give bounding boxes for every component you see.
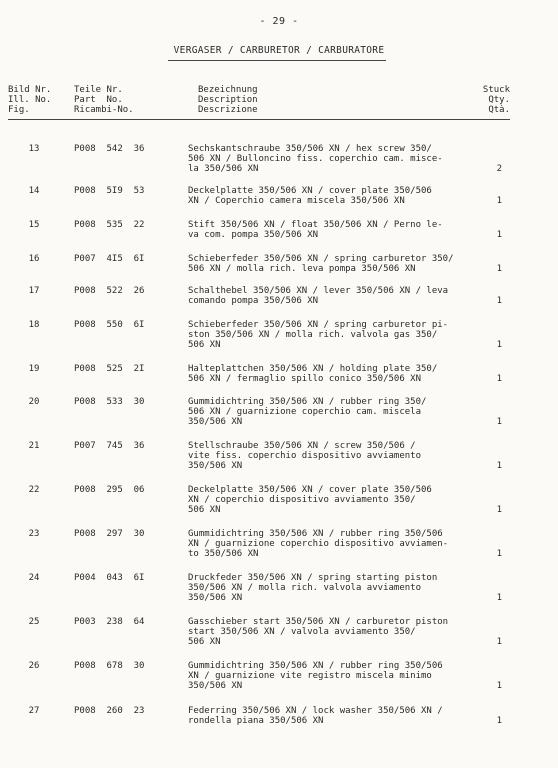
page-number: - 29 - bbox=[259, 16, 299, 27]
description bbox=[188, 441, 478, 472]
description-line: start 350/506 XN / valvola avviamento 350/ bbox=[188, 627, 416, 638]
description-line: Deckelplatte 350/506 XN / cover plate 350/506 bbox=[188, 485, 432, 495]
fig-number: 14 bbox=[28, 186, 40, 196]
fig-number: 13 bbox=[28, 144, 40, 154]
fig-number: 25 bbox=[28, 617, 40, 627]
description-line: Halteplattchen 350/506 XN / holding plate 350/ bbox=[188, 364, 438, 374]
fig-number: 20 bbox=[28, 397, 40, 407]
quantity: 1 bbox=[496, 593, 502, 603]
header-desc-en: Description bbox=[198, 95, 258, 105]
quantity: 2 bbox=[496, 164, 502, 174]
header-part-en: Part No. bbox=[74, 95, 123, 105]
description-line: Stift 350/506 XN / float 350/506 XN / Perno le- bbox=[188, 220, 443, 230]
description bbox=[188, 573, 478, 604]
description-line: 506 XN / molla rich. leva pompa 350/506 XN bbox=[188, 264, 416, 275]
quantity: 1 bbox=[496, 461, 502, 471]
quantity: 1 bbox=[496, 196, 502, 206]
description-line: Druckfeder 350/506 XN / spring starting piston bbox=[188, 573, 438, 583]
table-row bbox=[0, 706, 558, 750]
description-line: 506 XN bbox=[188, 505, 221, 516]
part-number: P004 043 6I bbox=[74, 573, 145, 583]
description bbox=[188, 364, 478, 384]
description-line: 350/506 XN bbox=[188, 681, 243, 692]
description-line: XN / coperchio dispositivo avviamento 350/ bbox=[188, 495, 416, 506]
description bbox=[188, 397, 478, 428]
description bbox=[188, 320, 478, 351]
description bbox=[188, 186, 478, 206]
description-line: XN / guarnizione vite registro miscela minimo bbox=[188, 671, 432, 682]
part-number: P008 5I9 53 bbox=[74, 186, 145, 196]
quantity: 1 bbox=[496, 716, 502, 726]
description-line: rondella piana 350/506 XN bbox=[188, 716, 324, 727]
part-number: P003 238 64 bbox=[74, 617, 145, 627]
table-row bbox=[0, 144, 558, 188]
description-line: Federring 350/506 XN / lock washer 350/506 XN / bbox=[188, 706, 443, 716]
description-line: ston 350/506 XN / molla rich. valvola gas 350/ bbox=[188, 330, 438, 341]
description bbox=[188, 661, 478, 692]
description-line: Schieberfeder 350/506 XN / spring carburetor 350/ bbox=[188, 254, 454, 264]
description-line: 350/506 XN bbox=[188, 417, 243, 428]
description-line: Deckelplatte 350/506 XN / cover plate 350/506 bbox=[188, 186, 432, 196]
description-line: va com. pompa 350/506 XN bbox=[188, 230, 319, 241]
fig-number: 15 bbox=[28, 220, 40, 230]
description-line: Gummidichtring 350/506 XN / rubber ring 350/ bbox=[188, 397, 427, 407]
description bbox=[188, 144, 478, 175]
description-line: Sechskantschraube 350/506 XN / hex screw 350/ bbox=[188, 144, 432, 154]
header-desc-it: Descrizione bbox=[198, 105, 258, 115]
description-line: 350/506 XN bbox=[188, 461, 243, 472]
part-number: P008 550 6I bbox=[74, 320, 145, 330]
quantity: 1 bbox=[496, 296, 502, 306]
description-line: Schalthebel 350/506 XN / lever 350/506 XN / leva bbox=[188, 286, 449, 296]
description-line: 506 XN / fermaglio spillo conico 350/506 XN bbox=[188, 374, 421, 385]
quantity: 1 bbox=[496, 417, 502, 427]
description-line: 506 XN / Bulloncino fiss. coperchio cam. misce- bbox=[188, 154, 443, 165]
header-fig-it: Fig. bbox=[8, 105, 30, 115]
part-number: P008 542 36 bbox=[74, 144, 145, 154]
fig-number: 26 bbox=[28, 661, 40, 671]
table-row bbox=[0, 573, 558, 617]
table-row bbox=[0, 661, 558, 705]
table-row bbox=[0, 485, 558, 529]
table-row bbox=[0, 529, 558, 573]
title-underline bbox=[168, 60, 386, 61]
quantity: 1 bbox=[496, 681, 502, 691]
description-line: vite fiss. coperchio dispositivo avviamento bbox=[188, 451, 421, 462]
header-qty-it: Qtà. bbox=[488, 105, 510, 115]
header-rule bbox=[8, 119, 510, 120]
description bbox=[188, 706, 478, 726]
description bbox=[188, 286, 478, 306]
quantity: 1 bbox=[496, 340, 502, 350]
header-desc bbox=[198, 85, 258, 115]
header-desc-de: Bezeichnung bbox=[198, 85, 258, 95]
header-part-de: Teile Nr. bbox=[74, 85, 123, 95]
quantity: 1 bbox=[496, 637, 502, 647]
fig-number: 16 bbox=[28, 254, 40, 264]
header-qty bbox=[478, 85, 510, 115]
table-row bbox=[0, 397, 558, 441]
table-row bbox=[0, 617, 558, 661]
quantity: 1 bbox=[496, 374, 502, 384]
description-line: la 350/506 XN bbox=[188, 164, 259, 175]
quantity: 1 bbox=[496, 264, 502, 274]
description bbox=[188, 220, 478, 240]
header-qty-en: Qty. bbox=[488, 95, 510, 105]
part-number: P008 295 06 bbox=[74, 485, 145, 495]
header-fig bbox=[8, 85, 51, 115]
description-line: XN / guarnizione coperchio dispositivo avviamen- bbox=[188, 539, 449, 550]
description bbox=[188, 617, 478, 648]
header-qty-de: Stuck bbox=[482, 85, 510, 95]
fig-number: 19 bbox=[28, 364, 40, 374]
quantity: 1 bbox=[496, 505, 502, 515]
part-number: P008 522 26 bbox=[74, 286, 145, 296]
description-line: 350/506 XN bbox=[188, 593, 243, 604]
header-part bbox=[74, 85, 134, 115]
description-line: 506 XN bbox=[188, 340, 221, 351]
fig-number: 18 bbox=[28, 320, 40, 330]
description bbox=[188, 485, 478, 516]
description-line: Gasschieber start 350/506 XN / carburetor piston bbox=[188, 617, 449, 627]
part-number: P008 525 2I bbox=[74, 364, 145, 374]
description-line: to 350/506 XN bbox=[188, 549, 259, 560]
fig-number: 17 bbox=[28, 286, 40, 296]
description-line: Stellschraube 350/506 XN / screw 350/506 / bbox=[188, 441, 416, 451]
part-number: P008 678 30 bbox=[74, 661, 145, 671]
quantity: 1 bbox=[496, 230, 502, 240]
part-number: P008 297 30 bbox=[74, 529, 145, 539]
description-line: comando pompa 350/506 XN bbox=[188, 296, 319, 307]
part-number: P008 260 23 bbox=[74, 706, 145, 716]
header-part-it: Ricambi-No. bbox=[74, 105, 134, 115]
quantity: 1 bbox=[496, 549, 502, 559]
part-number: P008 533 30 bbox=[74, 397, 145, 407]
header-fig-en: Ill. No. bbox=[8, 95, 52, 105]
header-fig-de: Bild Nr. bbox=[8, 85, 52, 95]
description bbox=[188, 529, 478, 560]
page-title: VERGASER / CARBURETOR / CARBURATORE bbox=[173, 45, 385, 56]
description-line: Schieberfeder 350/506 XN / spring carburetor pi- bbox=[188, 320, 449, 330]
description-line: 506 XN / guarnizione coperchio cam. miscela bbox=[188, 407, 421, 418]
table-row bbox=[0, 320, 558, 364]
description bbox=[188, 254, 478, 274]
fig-number: 27 bbox=[28, 706, 40, 716]
description-line: 506 XN bbox=[188, 637, 221, 648]
fig-number: 21 bbox=[28, 441, 40, 451]
fig-number: 22 bbox=[28, 485, 40, 495]
part-number: P007 745 36 bbox=[74, 441, 145, 451]
fig-number: 23 bbox=[28, 529, 40, 539]
fig-number: 24 bbox=[28, 573, 40, 583]
description-line: XN / Coperchio camera miscela 350/506 XN bbox=[188, 196, 405, 207]
table-row bbox=[0, 441, 558, 485]
part-number: P008 535 22 bbox=[74, 220, 145, 230]
description-line: 350/506 XN / molla rich. valvola avviamento bbox=[188, 583, 421, 594]
part-number: P007 4I5 6I bbox=[74, 254, 145, 264]
description-line: Gummidichtring 350/506 XN / rubber ring 350/506 bbox=[188, 661, 443, 671]
description-line: Gummidichtring 350/506 XN / rubber ring 350/506 bbox=[188, 529, 443, 539]
